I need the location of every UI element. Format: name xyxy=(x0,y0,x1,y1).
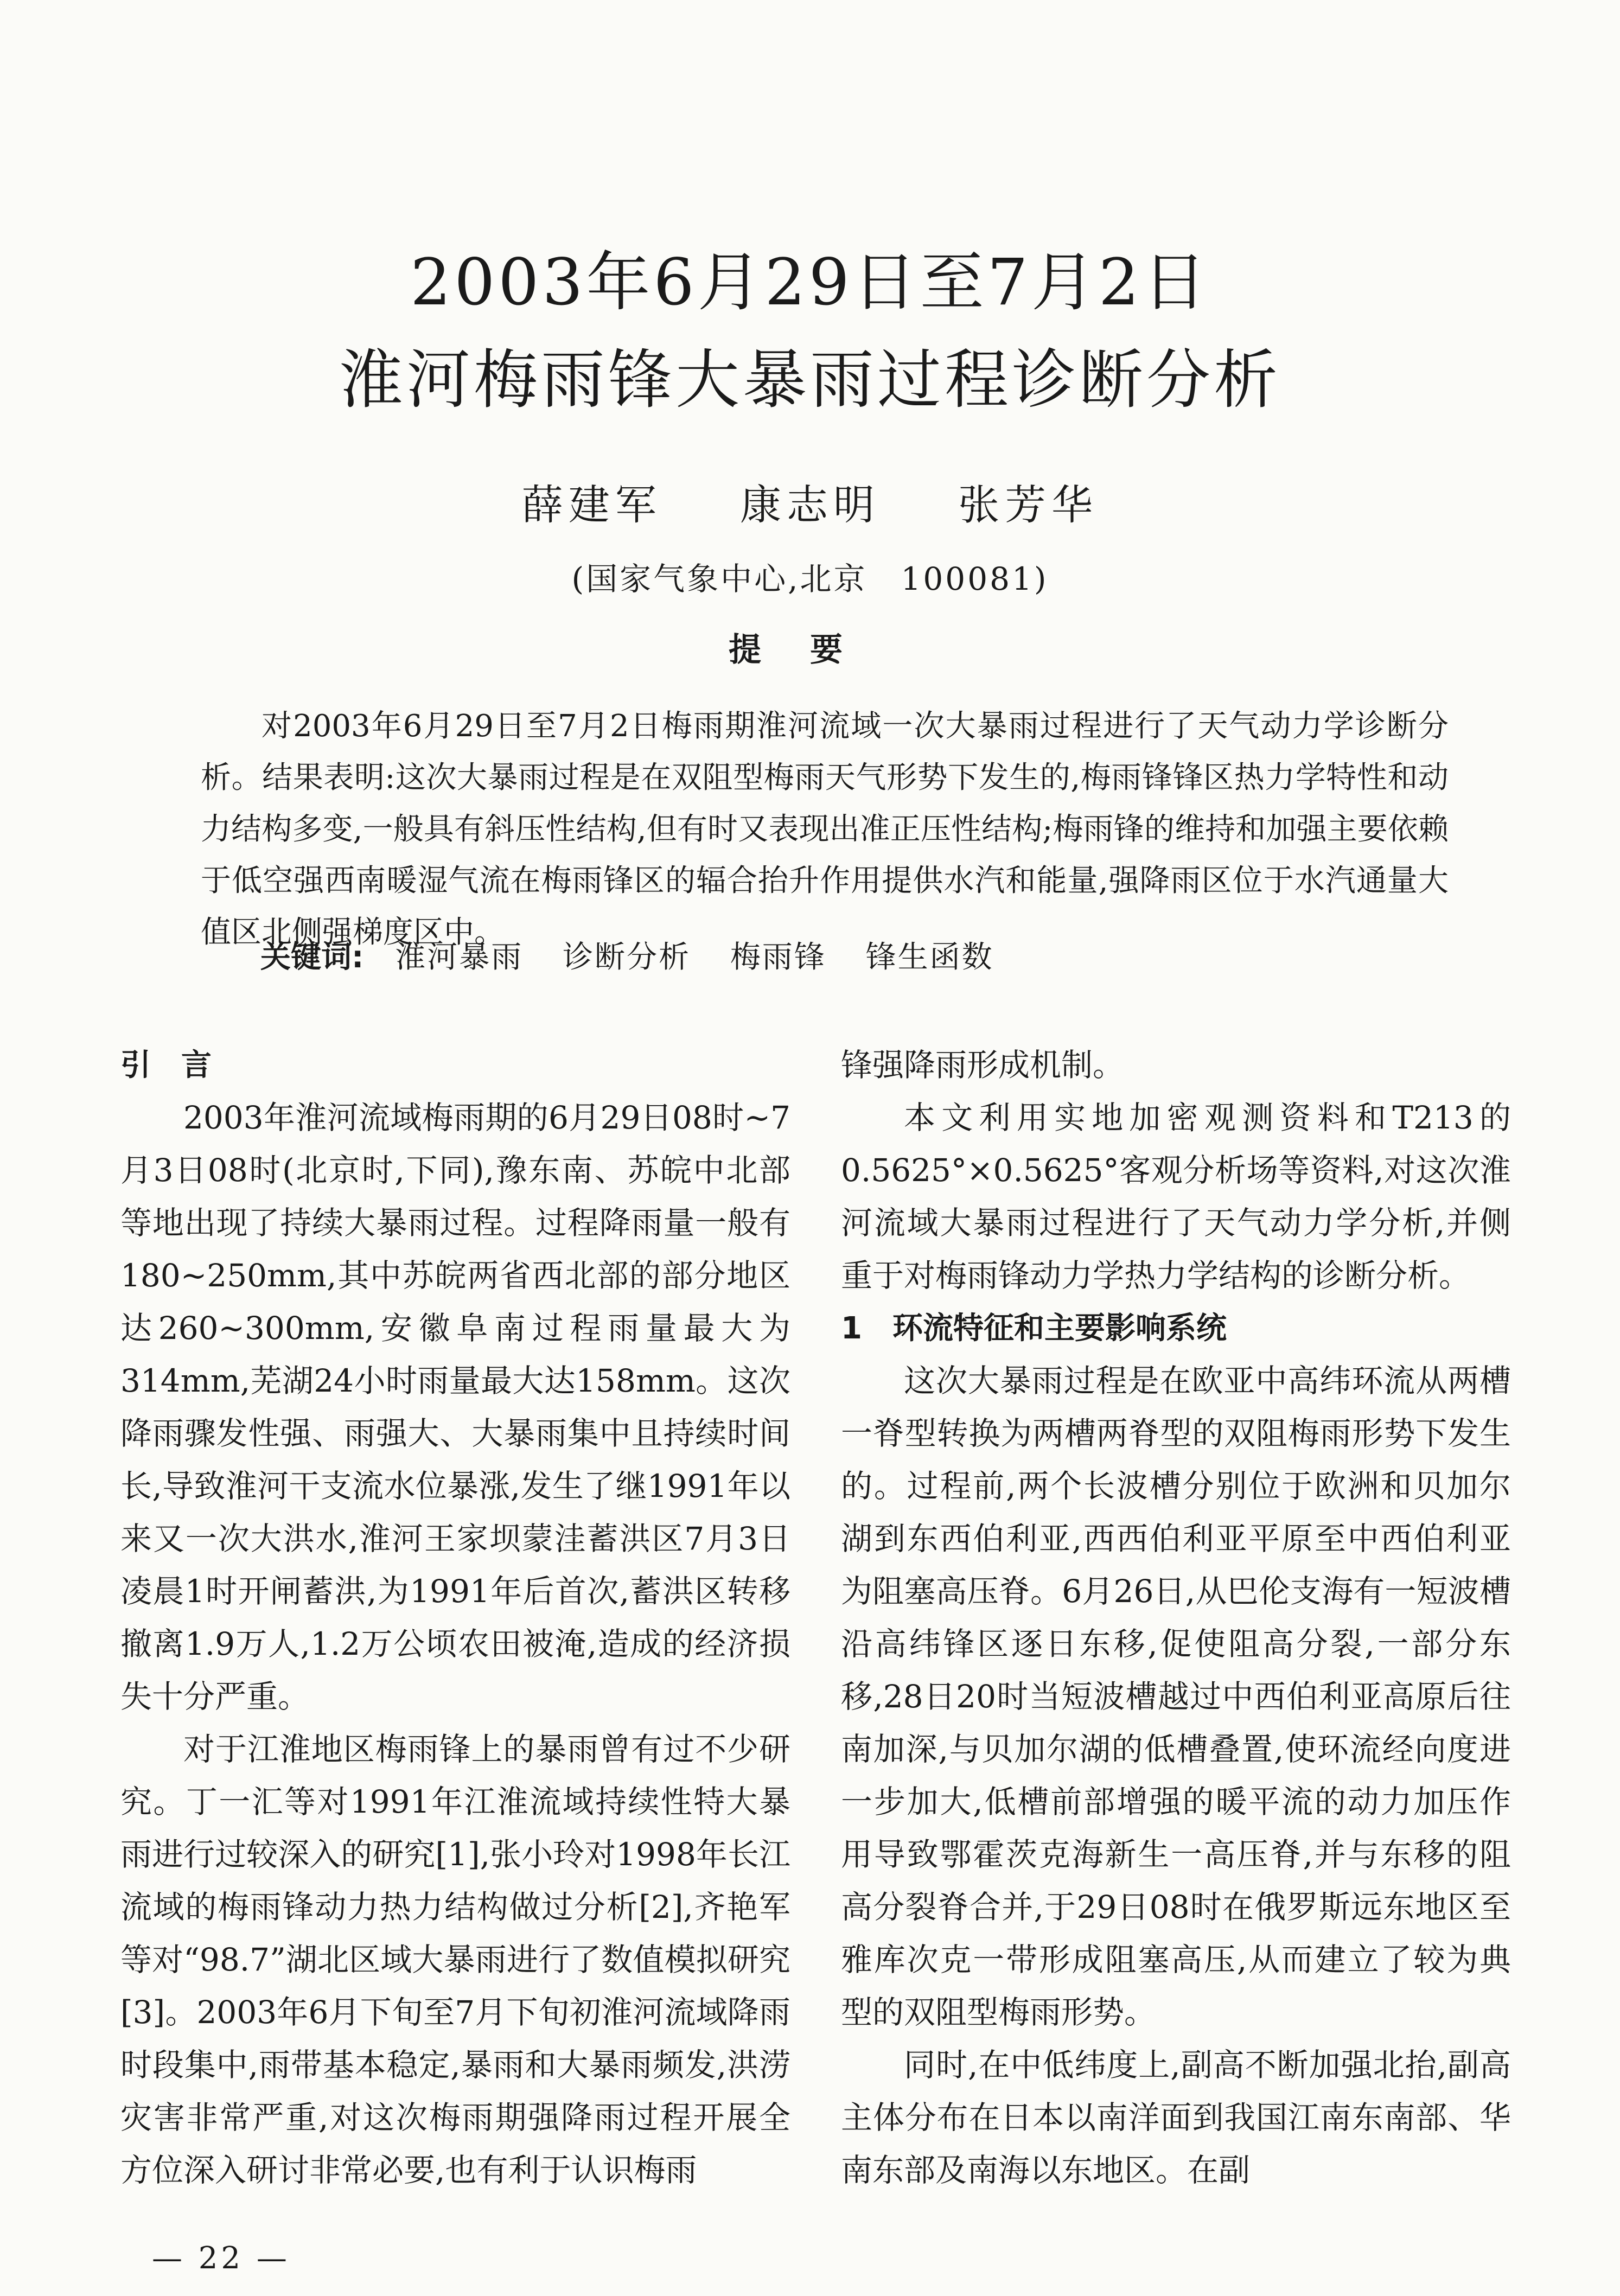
body-paragraph: 这次大暴雨过程是在欧亚中高纬环流从两槽一脊型转换为两槽两脊型的双阻梅雨形势下发生的。过程前,两个长波槽分别位于欧洲和贝加尔湖到东西伯利亚,西西伯利亚平原至中西伯利亚为阻塞高压脊。6月26日,从巴伦支海有一短波槽沿高纬锋区逐日东移,促使阻高分裂,一部分东移,28日20时当短波槽越过中西伯利亚高原后往南加深,与贝加尔湖的低槽叠置,使环流经向度进一步加大,低槽前部增强的暖平流的动力加压作用导致鄂霍茨克海新生一高压脊,并与东移的阻高分裂脊合并,于29日08时在俄罗斯远东地区至雅库次克一带形成阻塞高压,从而建立了较为典型的双阻型梅雨形势。 xyxy=(841,1362,1511,2031)
body-paragraph: 本文利用实地加密观测资料和T213的0.5625°×0.5625°客观分析场等资料,对这次淮河流域大暴雨过程进行了天气动力学分析,并侧重于对梅雨锋动力学热力学结构的诊断分析。 xyxy=(841,1099,1511,1294)
affiliation: (国家气象中心,北京 100081) xyxy=(571,560,1049,597)
author-list xyxy=(0,472,1620,531)
left-column xyxy=(120,1039,790,2197)
keywords xyxy=(260,933,1454,977)
author-name: 薛建军 xyxy=(521,481,662,529)
abstract-heading: 提要 xyxy=(729,631,891,669)
keyword: 梅雨锋 xyxy=(730,940,826,975)
abstract-text: 对2003年6月29日至7月2日梅雨期淮河流域一次大暴雨过程进行了天气动力学诊断分析。结果表明:这次大暴雨过程是在双阻型梅雨天气形势下发生的,梅雨锋锋区热力学特性和动力结构多变,一般具有斜压性结构,但有时又表现出准正压性结构;梅雨锋的维持和加强主要依赖于低空强西南暖湿气流在梅雨锋区的辐合抬升作用提供水汽和能量,强降雨区位于水汽通量大值区北侧强梯度区中。 xyxy=(201,709,1449,950)
keywords-label: 关键词: xyxy=(260,940,364,975)
body-paragraph: 同时,在中低纬度上,副高不断加强北抬,副高主体分布在日本以南洋面到我国江南东南部、华南东部及南海以东地区。在副 xyxy=(841,2046,1511,2189)
title-line-1: 2003年6月29日至7月2日 xyxy=(410,245,1210,320)
paper-title xyxy=(0,233,1620,429)
right-column xyxy=(841,1039,1511,2197)
body-paragraph: 对于江淮地区梅雨锋上的暴雨曾有过不少研究。丁一汇等对1991年江淮流域持续性特大暴雨进行过较深入的研究[1],张小玲对1998年长江流域的梅雨锋动力热力结构做过分析[2],齐艳军等对“98.7”湖北区域大暴雨进行了数值模拟研究[3]。2003年6月下旬至7月下旬初淮河流域降雨时段集中,雨带基本稳定,暴雨和大暴雨频发,洪涝灾害非常严重,对这次梅雨期强降雨过程开展全方位深入研讨非常必要,也有利于认识梅雨 xyxy=(120,1731,790,2189)
keyword: 锋生函数 xyxy=(865,940,994,975)
section-heading-intro: 引 言 xyxy=(120,1048,212,1083)
keyword: 淮河暴雨 xyxy=(395,940,524,975)
author-name: 康志明 xyxy=(740,481,880,529)
keyword: 诊断分析 xyxy=(563,940,691,975)
author-name: 张芳华 xyxy=(958,481,1099,529)
body-paragraph-continued: 锋强降雨形成机制。 xyxy=(841,1047,1125,1083)
section-heading-1: 1 环流特征和主要影响系统 xyxy=(841,1311,1227,1346)
title-line-2: 淮河梅雨锋大暴雨过程诊断分析 xyxy=(339,342,1281,417)
page-number: — 22 — xyxy=(152,2241,290,2276)
body-paragraph: 2003年淮河流域梅雨期的6月29日08时~7月3日08时(北京时,下同),豫东南、苏皖中北部等地出现了持续大暴雨过程。过程降雨量一般有180~250mm,其中苏皖两省西北部的部分地区达260~300mm,安徽阜南过程雨量最大为314mm,芜湖24小时雨量最大达158mm。这次降雨骤发性强、雨强大、大暴雨集中且持续时间长,导致淮河干支流水位暴涨,发生了继1991年以来又一次大洪水,淮河王家坝蒙洼蓄洪区7月3日凌晨1时开闸蓄洪,为1991年后首次,蓄洪区转移撤离1.9万人,1.2万公顷农田被淹,造成的经济损失十分严重。 xyxy=(120,1099,790,1715)
